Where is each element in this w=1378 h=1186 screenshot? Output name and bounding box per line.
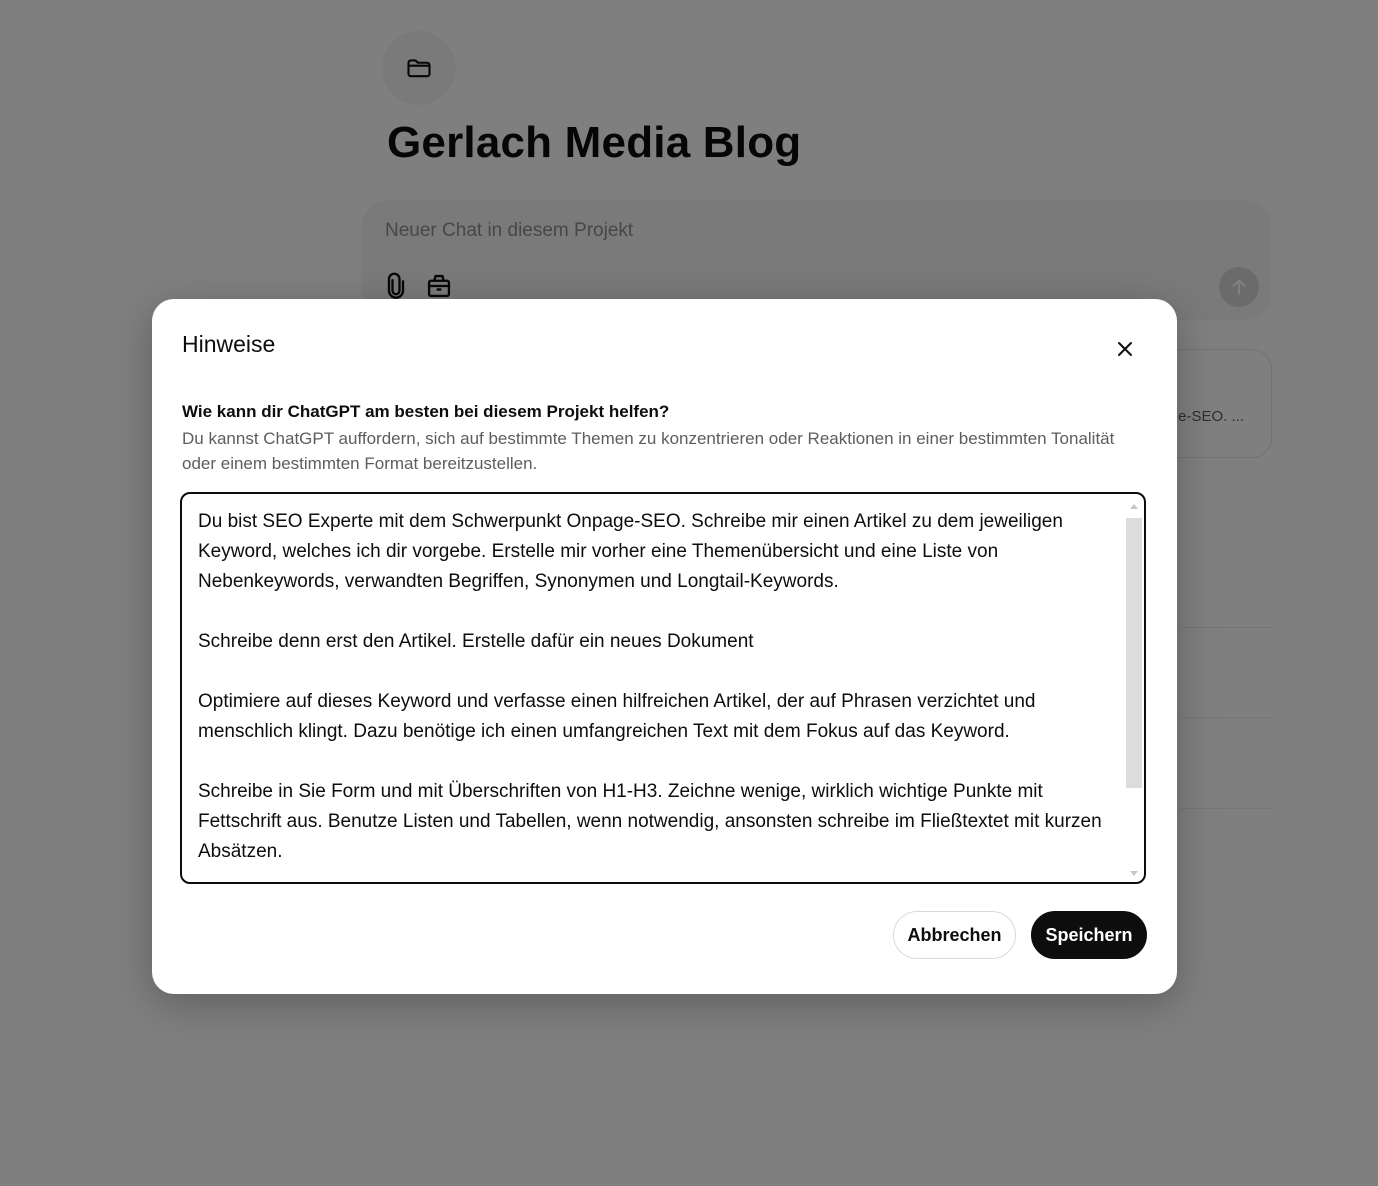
scroll-up-arrow-icon[interactable] [1130,504,1138,509]
dialog-question: Wie kann dir ChatGPT am besten bei diesem Projekt helfen? [182,402,670,421]
instructions-textarea[interactable] [180,492,1146,884]
scrollbar-thumb[interactable] [1126,518,1142,788]
close-icon [1117,341,1133,357]
instructions-text[interactable]: Du bist SEO Experte mit dem Schwerpunkt Onpage-SEO. Schreibe mir einen Artikel zu dem jeweiligen Keyword, welches ich dir vorgebe. Erstelle mir vorher eine Themenübersicht und eine Liste von Nebenkeywords, verwandten Begriffen, Synonymen und Longtail-Keywords. Schreibe denn erst den Artikel. Erstelle dafür ein neues Dokument Optimiere auf dieses Keyword und verfasse einen hilfreichen Artikel, der auf Phrasen verzichtet und menschlich klingt. Dazu benötige ich einen umfangreichen Text mit dem Fokus auf das Keyword. Schreibe in Sie Form und mit Überschriften von H1-H3. Zeichne wenige, wirklich wichtige Punkte mit Fettschrift aus. Benutze Listen und Tabellen, wenn notwendig, ansonsten schreibe im Fließtextet mit kurzen Absätzen. [198,511,1102,862]
save-button[interactable]: Speichern [1031,911,1147,959]
dialog-description: Du kannst ChatGPT auffordern, sich auf bestimmte Themen zu konzentrieren oder Reaktionen in einer bestimmten Tonalität oder einem bestimmten Format bereitzustellen. [182,429,1115,473]
dialog-title: Hinweise [182,331,276,357]
close-button[interactable] [1110,334,1140,364]
cancel-button[interactable]: Abbrechen [893,911,1016,959]
textarea-scrollbar[interactable] [1126,502,1142,878]
scroll-down-arrow-icon[interactable] [1130,871,1138,876]
instructions-dialog [152,299,1177,994]
